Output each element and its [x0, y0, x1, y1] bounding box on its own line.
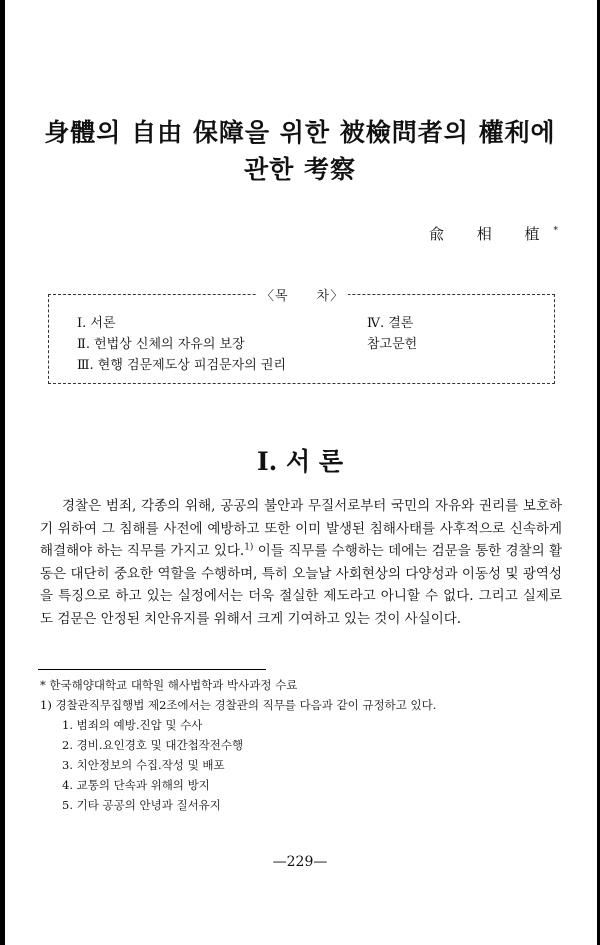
- author-name: [429, 223, 558, 244]
- footnote-list-item: 4. 교통의 단속과 위해의 방지: [62, 778, 210, 792]
- body-paragraph: [40, 495, 562, 630]
- section-heading-intro: Ⅰ. 서 론: [256, 447, 344, 476]
- footnote-list-item: 2. 경비.요인경호 및 대간첩작전수행: [62, 738, 244, 752]
- paper-title-line1: 身體의 自由 保障을 위한 被檢問者의 權利에: [44, 118, 556, 147]
- body-text-part1: 경찰은 범죄, 각종의 위해, 공공의 불안과 무질서로부터 국민의 자유와 권리를 보호하기 위하여 그 침해를 사전에 예방하고 또한 이미 발생된 침해사태를 사후적으로 신속하게 해결해야 하는 직무를 가지고 있다.: [40, 498, 562, 559]
- author-footnote-mark: *: [553, 226, 558, 236]
- table-of-contents: [48, 289, 555, 384]
- body-text-part2: 이들 직무를 수행하는 데에는 검문을 통한 경찰의 활동은 대단히 중요한 역할을 수행하며, 특히 오늘날 사회현상의 다양성과 이동성 및 광역성을 특징으로 하고 있는 실정에서는 더욱 절실한 제도라고 아니할 수 없다. 그리고 실제로도 검문은 안정된 치안유지를 위해서 크게 기여하고 있는 것이 사실이다.: [40, 543, 562, 627]
- author-name-text: 兪 相 植: [428, 225, 554, 243]
- footnote-1: 1) 경찰관직무집행법 제2조에서는 경찰관의 직무를 다음과 같이 규정하고 있다.: [40, 698, 437, 712]
- footnote-list-item: 1. 범죄의 예방.진압 및 수사: [62, 718, 203, 732]
- footnote-ref-1: 1): [244, 542, 254, 553]
- toc-item-rights: Ⅲ. 현행 검문제도상 피검문자의 권리: [77, 358, 287, 373]
- toc-item-intro: Ⅰ. 서론: [77, 316, 116, 331]
- footnote-list-item: 3. 치안정보의 수집.작성 및 배포: [62, 758, 225, 772]
- toc-item-constitution: Ⅱ. 헌법상 신체의 자유의 보장: [77, 337, 245, 352]
- paper-title-line2: 관한 考察: [243, 155, 356, 184]
- toc-caption: 〈목 차〉: [257, 285, 348, 304]
- toc-item-references: 참고문헌: [367, 337, 418, 352]
- footnote-divider: [38, 669, 266, 670]
- toc-item-conclusion: Ⅳ. 결론: [367, 316, 414, 331]
- footnote-affiliation: * 한국해양대학교 대학원 해사법학과 박사과정 수료: [40, 678, 298, 692]
- footnote-list-item: 5. 기타 공공의 안녕과 질서유지: [62, 798, 221, 812]
- page-number: —229—: [272, 854, 328, 870]
